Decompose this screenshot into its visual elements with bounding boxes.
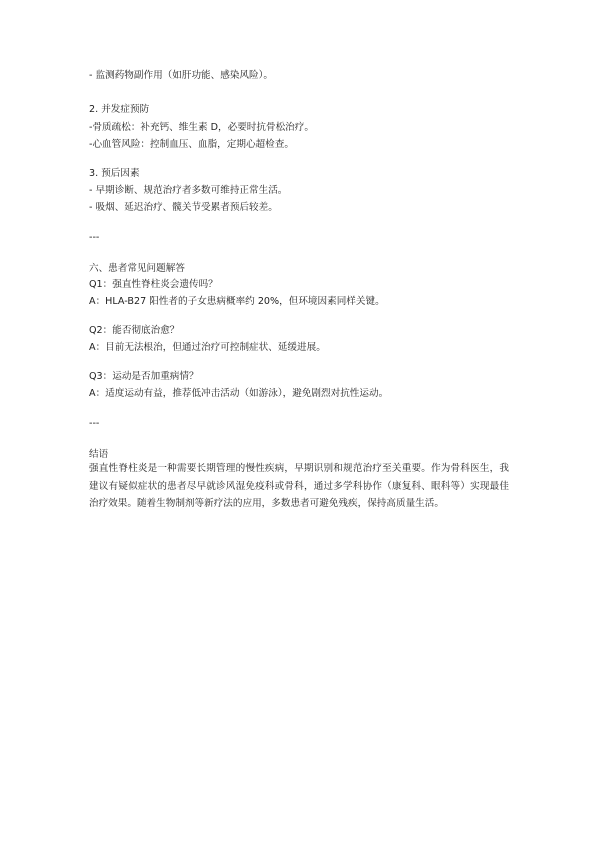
text-line-good-prognosis: - 早期诊断、规范治疗者多数可维持正常生活。 xyxy=(89,185,288,196)
faq-question-3: Q3：运动是否加重病情？ xyxy=(89,371,199,382)
faq-answer-3: A：适度运动有益，推荐低冲击活动（如游泳），避免剧烈对抗性运动。 xyxy=(89,388,389,399)
separator: --- xyxy=(89,418,100,429)
text-line-poor-prognosis: - 吸烟、延迟治疗、髋关节受累者预后较差。 xyxy=(89,202,278,213)
faq-answer-2: A：目前无法根治，但通过治疗可控制症状、延缓进展。 xyxy=(89,342,326,353)
section-heading-conclusion: 结语 xyxy=(89,449,109,460)
faq-question-2: Q2：能否彻底治愈？ xyxy=(89,325,180,336)
section-heading-prognosis: 3. 预后因素 xyxy=(89,168,140,179)
text-line-cardiovascular: -心血管风险：控制血压、血脂，定期心超检查。 xyxy=(89,139,294,150)
faq-question-1: Q1：强直性脊柱炎会遗传吗？ xyxy=(89,279,218,290)
faq-answer-1: A：HLA-B27 阳性者的子女患病概率约 20%，但环境因素同样关键。 xyxy=(89,296,385,307)
section-heading-faq: 六、患者常见问题解答 xyxy=(89,263,185,274)
conclusion-paragraph: 强直性脊柱炎是一种需要长期管理的慢性疾病，早期识别和规范治疗至关重要。作为骨科医生，我建议有疑似症状的患者尽早就诊风湿免疫科或骨科，通过多学科协作（康复科、眼科等）实现最佳治疗效果。随着生物制剂等新疗法的应用，多数患者可避免残疾，保持高质量生活。 xyxy=(89,463,509,509)
section-heading-complication-prevention: 2. 并发症预防 xyxy=(89,104,150,115)
separator: --- xyxy=(89,232,100,243)
text-line-osteoporosis: -骨质疏松：补充钙、维生素 D，必要时抗骨松治疗。 xyxy=(89,122,314,133)
text-line-monitor-side-effects: - 监测药物副作用（如肝功能、感染风险）。 xyxy=(89,70,273,81)
